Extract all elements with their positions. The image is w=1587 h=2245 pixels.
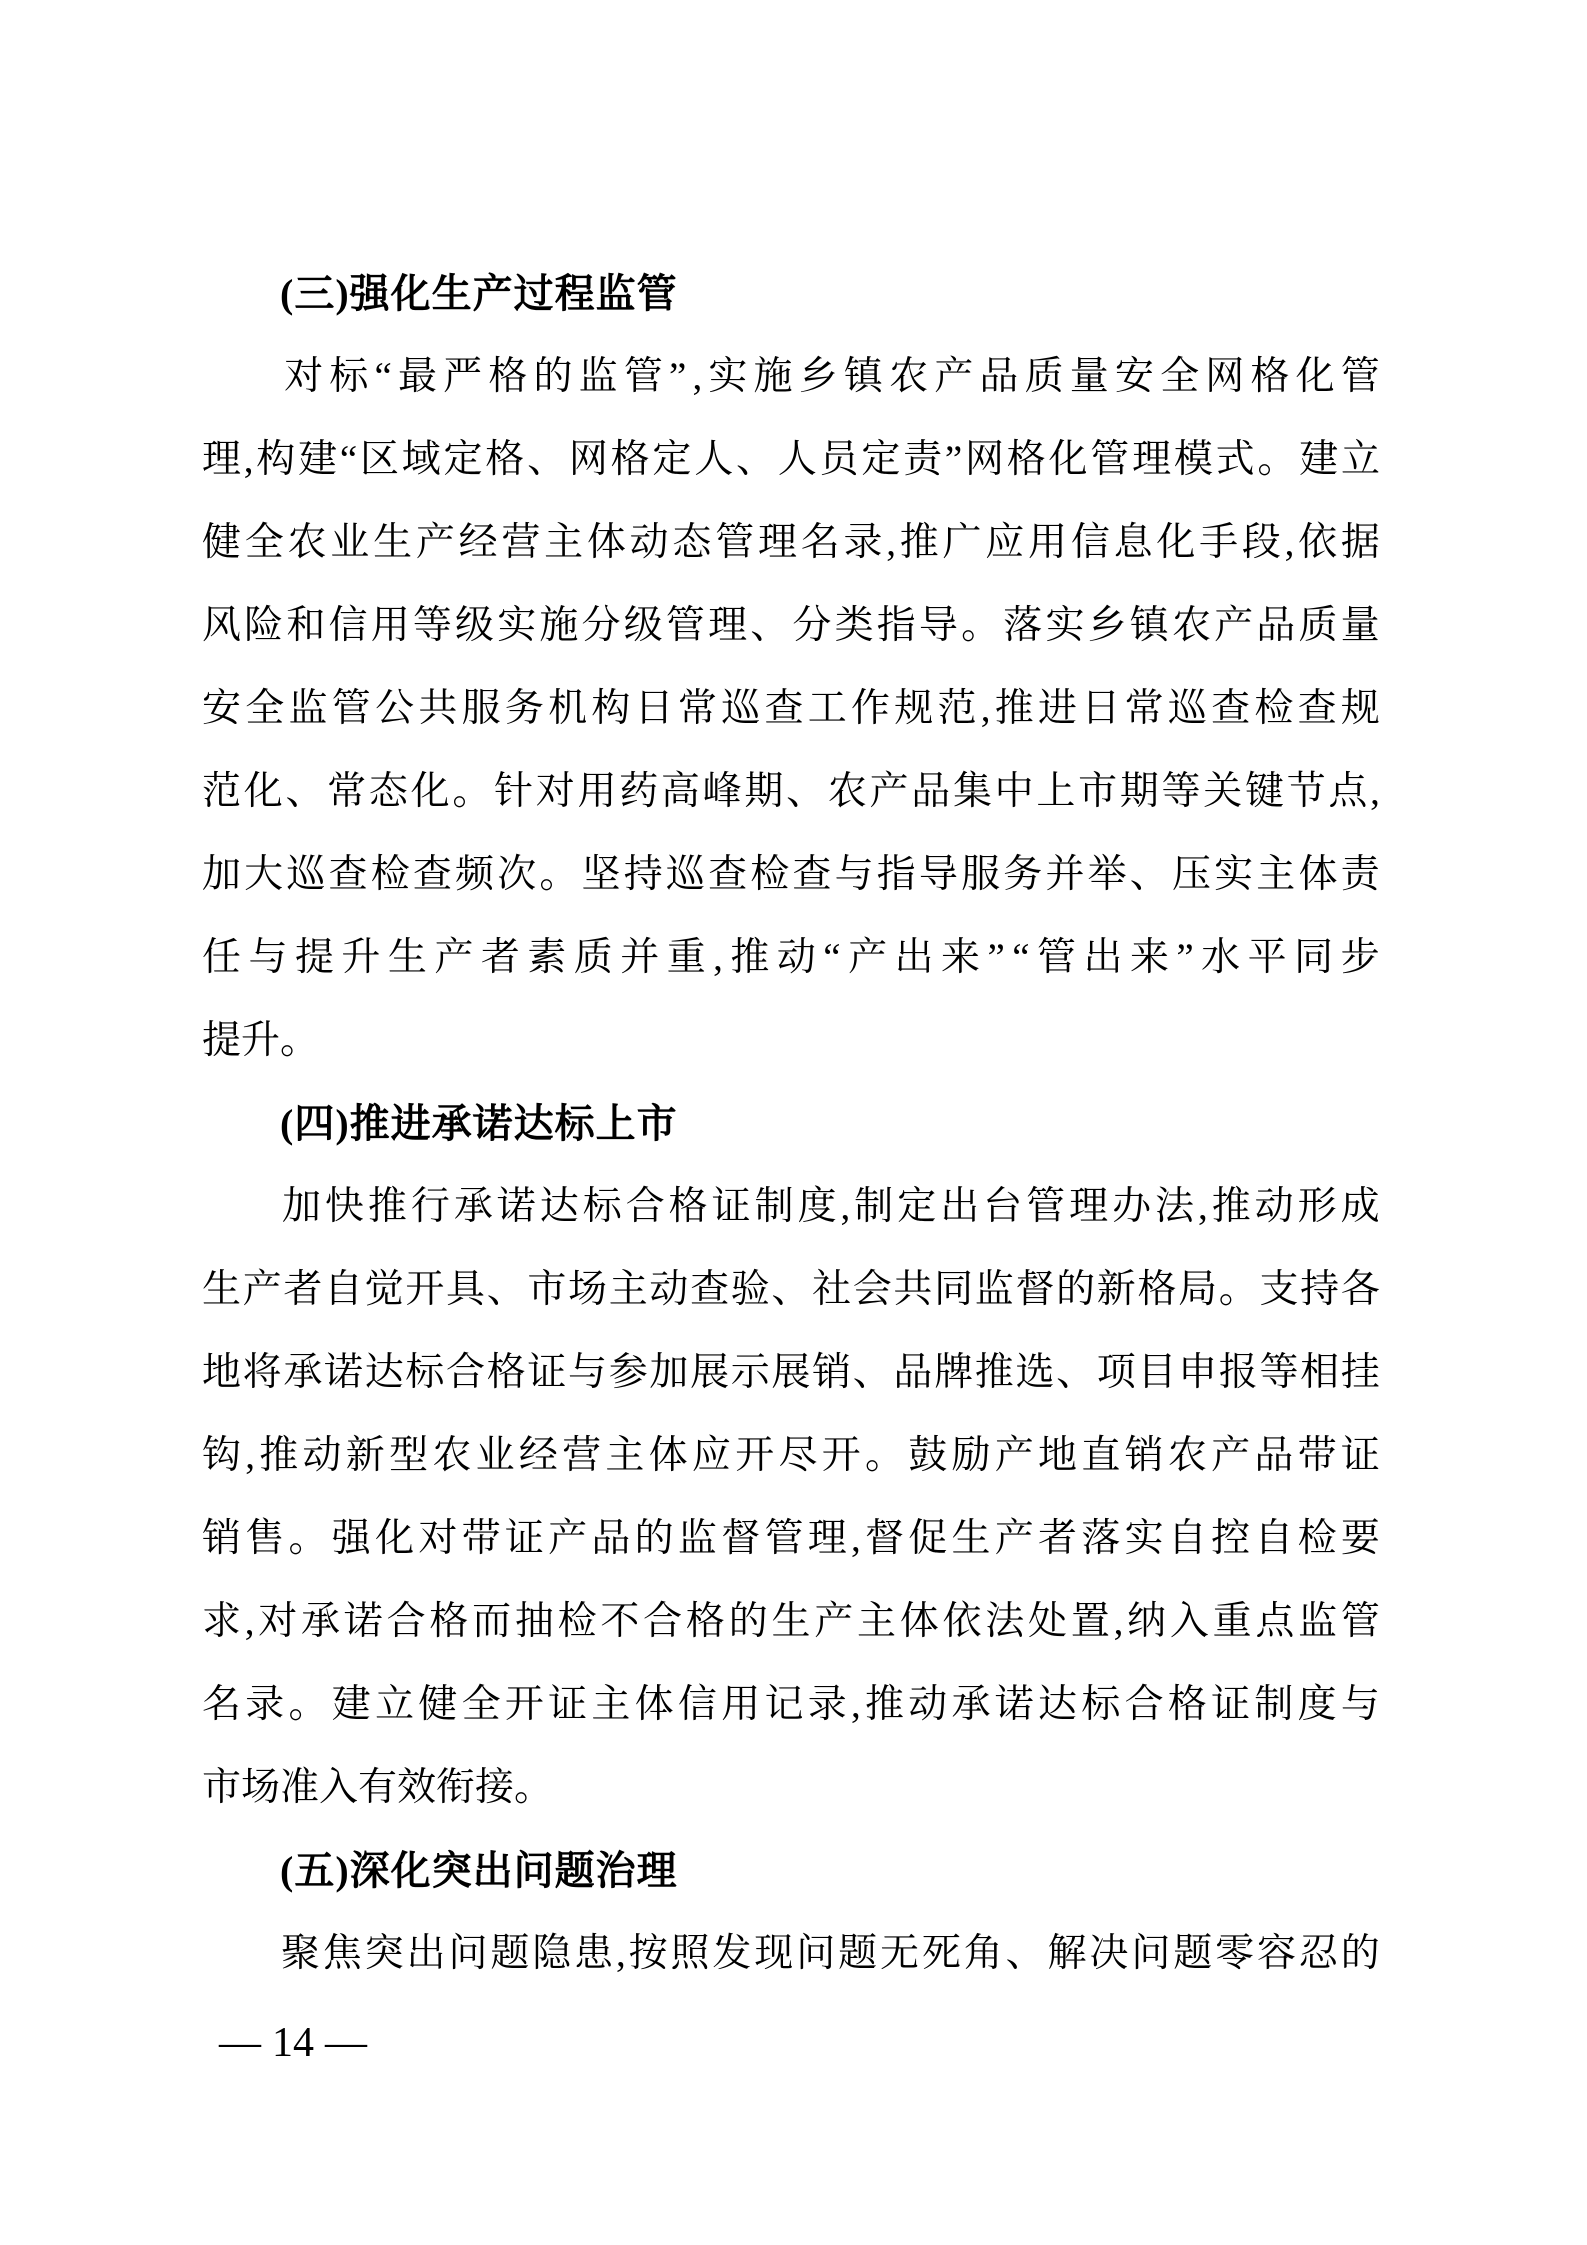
section-heading: (四)推进承诺达标上市: [280, 1101, 678, 1146]
body-line: 任 与 提 升 生 产 者 素 质 并 重 , 推 动 “ 产 出 来 ” “ 管 出 来 ” 水 平 同 步: [202, 936, 1380, 979]
body-line: 市场准入有效衔接。: [202, 1766, 554, 1809]
body-line: 名 录 。 建 立 健 全 开 证 主 体 信 用 记 录 , 推 动 承 诺 达 标 合 格 证 制 度 与: [202, 1683, 1380, 1726]
body-line: 范 化 、 常 态 化 。 针 对 用 药 高 峰 期 、 农 产 品 集 中 上 市 期 等 关 键 节 点 ,: [202, 770, 1380, 813]
body-line: 求 , 对 承 诺 合 格 而 抽 检 不 合 格 的 生 产 主 体 依 法 处 置 , 纳 入 重 点 监 管: [202, 1600, 1380, 1643]
section-heading: (五)深化突出问题治理: [280, 1848, 678, 1893]
page-number: 14: [272, 2020, 314, 2066]
body-line: 安 全 监 管 公 共 服 务 机 构 日 常 巡 查 工 作 规 范 , 推 进 日 常 巡 查 检 查 规: [202, 687, 1380, 730]
footer-dash-left: —: [219, 2020, 261, 2066]
document-content: [202, 252, 1380, 1995]
body-line: 钩 , 推 动 新 型 农 业 经 营 主 体 应 开 尽 开 。 鼓 励 产 地 直 销 农 产 品 带 证: [202, 1434, 1380, 1477]
body-line: 加 快 推 行 承 诺 达 标 合 格 证 制 度 , 制 定 出 台 管 理 办 法 , 推 动 形 成: [202, 1165, 1380, 1248]
indent-spacer: [202, 1218, 278, 1219]
body-line: 风 险 和 信 用 等 级 实 施 分 级 管 理 、 分 类 指 导 。 落 实 乡 镇 农 产 品 质 量: [202, 604, 1380, 647]
body-line: 提升。: [202, 1019, 320, 1062]
body-line: 销 售 。 强 化 对 带 证 产 品 的 监 督 管 理 , 督 促 生 产 者 落 实 自 控 自 检 要: [202, 1517, 1380, 1560]
indent-spacer: [202, 1965, 278, 1966]
body-line: 地 将 承 诺 达 标 合 格 证 与 参 加 展 示 展 销 、 品 牌 推 选 、 项 目 申 报 等 相 挂: [202, 1351, 1380, 1394]
body-line: 生 产 者 自 觉 开 具 、 市 场 主 动 查 验 、 社 会 共 同 监 督 的 新 格 局 。 支 持 各: [202, 1268, 1380, 1311]
footer-dash-right: —: [325, 2020, 367, 2066]
page-footer: [219, 2019, 367, 2067]
indent-spacer: [202, 388, 278, 389]
body-line: 对 标 “ 最 严 格 的 监 管 ” , 实 施 乡 镇 农 产 品 质 量 安 全 网 格 化 管: [202, 335, 1380, 418]
body-line: 聚 焦 突 出 问 题 隐 患 , 按 照 发 现 问 题 无 死 角 、 解 决 问 题 零 容 忍 的: [202, 1912, 1380, 1995]
body-line: 健 全 农 业 生 产 经 营 主 体 动 态 管 理 名 录 , 推 广 应 用 信 息 化 手 段 , 依 据: [202, 521, 1380, 564]
body-line: 理 , 构 建 “ 区 域 定 格 、 网 格 定 人 、 人 员 定 责 ” 网 格 化 管 理 模 式 。 建 立: [202, 438, 1380, 481]
section-heading: (三)强化生产过程监管: [280, 271, 678, 316]
body-line: 加 大 巡 查 检 查 频 次 。 坚 持 巡 查 检 查 与 指 导 服 务 并 举 、 压 实 主 体 责: [202, 853, 1380, 896]
